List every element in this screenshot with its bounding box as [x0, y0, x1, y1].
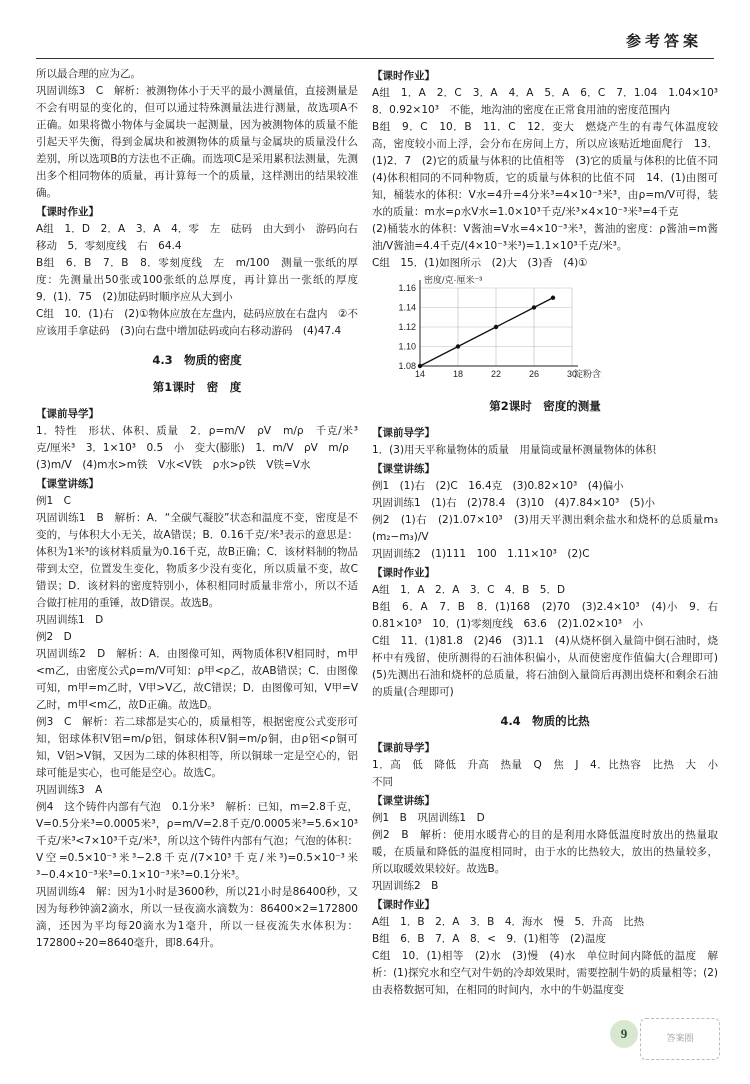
section-title: 4.4 物质的比热 [500, 714, 590, 728]
answer-line: A组 1．B 2．A 3．B 4．海水 慢 5．升高 比热 [372, 916, 645, 928]
answer-line: A组 1．A 2．C 3．A 4．A 5．A 6．C 7．1.04 1.04×10³ 8．0.92×10³ 不能，地沟油的密度在正常食用油的密度范围内 [372, 87, 729, 116]
y-tick-label: 1.12 [398, 322, 416, 332]
answer-line: 所以最合理的应为乙。 [36, 68, 141, 80]
answer-line: 巩固训练1 (1)右 (2)78.4 (3)10 (4)7.84×10³ (5)小 [372, 497, 656, 509]
answer-line: 巩固训练3 C 解析：被测物体小于天平的最小测量值，直接测量是不会有明显的变化的，但可以通过特殊测量法进行测量，故选项A不正确。如果将微小物体与金属块一起测量，因为被测物体的质量不能引起天平失衡，得到金属块和被测物体的质量与金属块的质量没什么差别，所以选项B的方法也不正确。而选项C是采用累积法测量，先测出多个相同物体的质量，再计算每一个的质量，这样测出的结果较准确。 [36, 85, 358, 199]
answer-line: B组 6．B 7．B 8．零刻度线 左 m/100 测量一张纸的厚度：先测量出50张或100张纸的总厚度，再计算出一张纸的厚度 9．(1)．75 (2)加砝码时顺序应从大到小 [36, 257, 369, 303]
answer-line: 1．高 低 降低 升高 热量 Q 焦 J 4．比热容 比热 大 小 不同 [372, 759, 729, 788]
answer-line: B组 6．A 7．B 8．(1)168 (2)70 (3)2.4×10³ (4)小 9．右 0.81×10³ 10．(1)零刻度线 63.6 (2)1.02×10³ 小 [372, 601, 729, 630]
x-axis-label: 淀粉含 [574, 369, 602, 379]
y-tick-label: 1.16 [398, 283, 416, 293]
header-rule [36, 58, 714, 59]
answer-line: 例1 (1)右 (2)C 16.4克 (3)0.82×10³ (4)偏小 [372, 480, 624, 492]
watermark-logo: 答案圈 [640, 1018, 720, 1060]
answer-line: 例2 D [36, 631, 72, 643]
density-chart-svg [372, 274, 602, 386]
answer-line: 例2 B 解析：使用水暖背心的目的是利用水降低温度时放出的热量取暖，在质量和降低的温度相同时，由于水的比热较大，放出的热量较多，所以取暖效果较好。故选B。 [372, 829, 718, 875]
x-tick-label: 30 [566, 369, 578, 379]
section-tag: 【课堂讲练】 [372, 463, 435, 475]
right-column [372, 66, 729, 999]
data-point [418, 364, 422, 368]
section-tag: 【课时作业】 [372, 567, 435, 579]
answer-line: B组 9．C 10．B 11．C 12．变大 燃烧产生的有毒气体温度较高，密度较小而上浮，会分布在房间上方，所以应该贴近地面爬行 13．(1)2．7 (2)它的质量与体积的比值相等 (3)它的质量与体积的比值不同 (4)体积相同的不同种物质，它的质量与体积的比值不同 14．(1)由图可知，桶装水的体积：V水=4升=4分米³=4×10⁻³米³，由ρ=m/V可得，装水的质量：m水=ρ水V水=1.0×10³千克/米³×4×10⁻³米³=4千克 [372, 121, 729, 218]
answer-line: 例3 C 解析：若二球都是实心的，质量相等，根据密度公式变形可知，铝球体积V铝=m/ρ铝，铜球体积V铜=m/ρ铜，由ρ铝<ρ铜可知，V铝>V铜，又因为二球的体积相等，所以铜球一定是空心的，铝球可能是实心，也可能是空心。故选C。 [36, 716, 358, 779]
answer-line: 1．(3)用天平称量物体的质量 用量筒或量杯测量物体的体积 [372, 444, 657, 456]
page-number: 9 [610, 1020, 638, 1048]
answer-line: 1．特性 形状、体积、质量 2．ρ=m/V ρV m/ρ 千克/米³ 克/厘米³ 3．1×10³ 0.5 小 变大(膨胀) 1．m/V ρV m/ρ [36, 425, 369, 454]
section-tag: 【课时作业】 [372, 70, 435, 82]
answer-line: C组 10．(1)相等 (2)水 (3)慢 (4)水 单位时间内降低的温度 解析：(1)探究水和空气对牛奶的冷却效果时，需要控制牛奶的质量相等；(2)由表格数据可知，在相同的时间内，水中的牛奶温度变 [372, 950, 718, 996]
answer-line: C组 10．(1)右 (2)①物体应放在左盘内，砝码应放在右盘内 ②不应该用手拿砝码 (3)向右盘中增加砝码或向右移动游码 (4)47.4 [36, 308, 358, 337]
y-tick-label: 1.14 [398, 302, 416, 313]
answer-line: 巩固训练2 (1)111 100 1.11×10³ (2)C [372, 548, 590, 560]
answer-line: C组 15．(1)如图所示 (2)大 (3)香 (4)① [372, 257, 588, 269]
answer-line: (2)桶装水的体积：V酱油=V水=4×10⁻³米³，酱油的密度：ρ酱油=m酱油/V酱油=4.4千克/(4×10⁻³米³)=1.1×10³千克/米³。 [372, 223, 718, 252]
answer-line: 例4 这个铸件内部有气泡 0.1分米³ 解析：已知，m=2.8千克，V=0.5分米³=0.0005米³，ρ=m/V=2.8千克/0.0005米³=5.6×10³千克/米³<7×10³千克/米³，所以这个铸件内部有气泡；气泡的体积：V空=0.5×10⁻³米³−2.8千克/(7×10³千克/米³)=0.5×10⁻³米³−0.4×10⁻³米³=0.1×10⁻³米³=0.1分米³。 [36, 801, 358, 881]
y-tick-label: 1.08 [398, 361, 416, 371]
answer-line: 巩固训练4 解：因为1小时是3600秒，所以21小时是86400秒，又因为每秒钟滴2滴水，所以一昼夜滴水滴数为：86400×2=172800滴，还因为平均每20滴水为1毫升，所以一昼夜流失水体积为：172800÷20=8640毫升，即8.64升。 [36, 886, 358, 949]
section-tag: 【课时作业】 [36, 206, 99, 218]
answer-line: 巩固训练3 A [36, 784, 103, 796]
data-point [551, 296, 555, 300]
section-tag: 【课前导学】 [372, 742, 435, 754]
answer-line: 巩固训练2 D 解析：A．由图像可知，两物质体积V相同时，m甲<m乙，由密度公式ρ=m/V可知：ρ甲<ρ乙，故AB错误；C．由图像可知，m甲=m乙时，V甲>V乙，故C错误；D．由图像可知，V甲=V乙时，m甲<m乙，故D正确。故选D。 [36, 648, 358, 711]
answer-line: 例1 C [36, 495, 72, 507]
y-tick-label: 1.10 [398, 341, 416, 352]
answer-line: 例2 (1)右 (2)1.07×10³ (3)用天平测出剩余盐水和烧杯的总质量m₃ (m₂−m₃)/V [372, 514, 729, 543]
answer-line: 巩固训练2 B [372, 880, 439, 892]
answer-line: A组 1．D 2．A 3．A 4．零 左 砝码 由大到小 游码向右移动 5．零刻度线 右 64.4 [36, 223, 358, 252]
data-point [532, 305, 536, 309]
page-header-title: 参考答案 [625, 32, 702, 50]
section-tag: 【课时作业】 [372, 899, 435, 911]
answer-line: B组 6．B 7．A 8．< 9．(1)相等 (2)温度 [372, 933, 606, 945]
x-tick-label: 22 [490, 369, 502, 379]
answer-line: A组 1．A 2．A 3．C 4．B 5．D [372, 584, 566, 596]
answer-line: (3)m/V (4)m水>m铁 V水<V铁 ρ水>ρ铁 V铁=V水 [36, 459, 311, 471]
y-axis-label: 密度/克·厘米⁻³ [424, 275, 483, 285]
section-tag: 【课堂讲练】 [372, 795, 435, 807]
section-tag: 【课前导学】 [372, 427, 435, 439]
x-tick-label: 26 [528, 369, 540, 379]
x-tick-label: 18 [452, 369, 464, 379]
section-title: 4.3 物质的密度 [152, 353, 242, 367]
answer-line: 例1 B 巩固训练1 D [372, 812, 485, 824]
section-tag: 【课前导学】 [36, 408, 99, 420]
lesson-title: 第2课时 密度的测量 [489, 399, 601, 413]
left-column [36, 66, 369, 952]
answer-line: C组 11．(1)81.8 (2)46 (3)1.1 (4)从烧杯倒入量筒中倒石油时，烧杯中有残留，使所测得的石油体积偏小，从而使密度作值偏大(合理即可) (5)先测出石油和烧杯的总质量，将石油倒入量筒后再测出烧杯和剩余石油的质量(合理即可) [372, 635, 729, 698]
density-chart [372, 274, 718, 386]
data-point [494, 325, 498, 329]
section-tag: 【课堂讲练】 [36, 478, 99, 490]
answer-line: 巩固训练1 D [36, 614, 104, 626]
data-point [456, 344, 460, 348]
lesson-title: 第1课时 密 度 [152, 380, 242, 394]
answer-line: 巩固训练1 B 解析：A．“全碳气凝胶”状态和温度不变，密度是不变的，与体积大小无关，故A错误；B．0.16千克/米³表示的意思是：体积为1米³的该材料质量为0.16千克，故B正确；C．该材料制的物品带到太空，位置发生变化，物质多少没有变化，所以质量不变，故C错误；D．该材料的密度特别小，体积相同时质量非常小，所以不适合做打桩用的重锤，故D错误。故选B。 [36, 512, 358, 609]
x-tick-label: 14 [414, 369, 426, 379]
